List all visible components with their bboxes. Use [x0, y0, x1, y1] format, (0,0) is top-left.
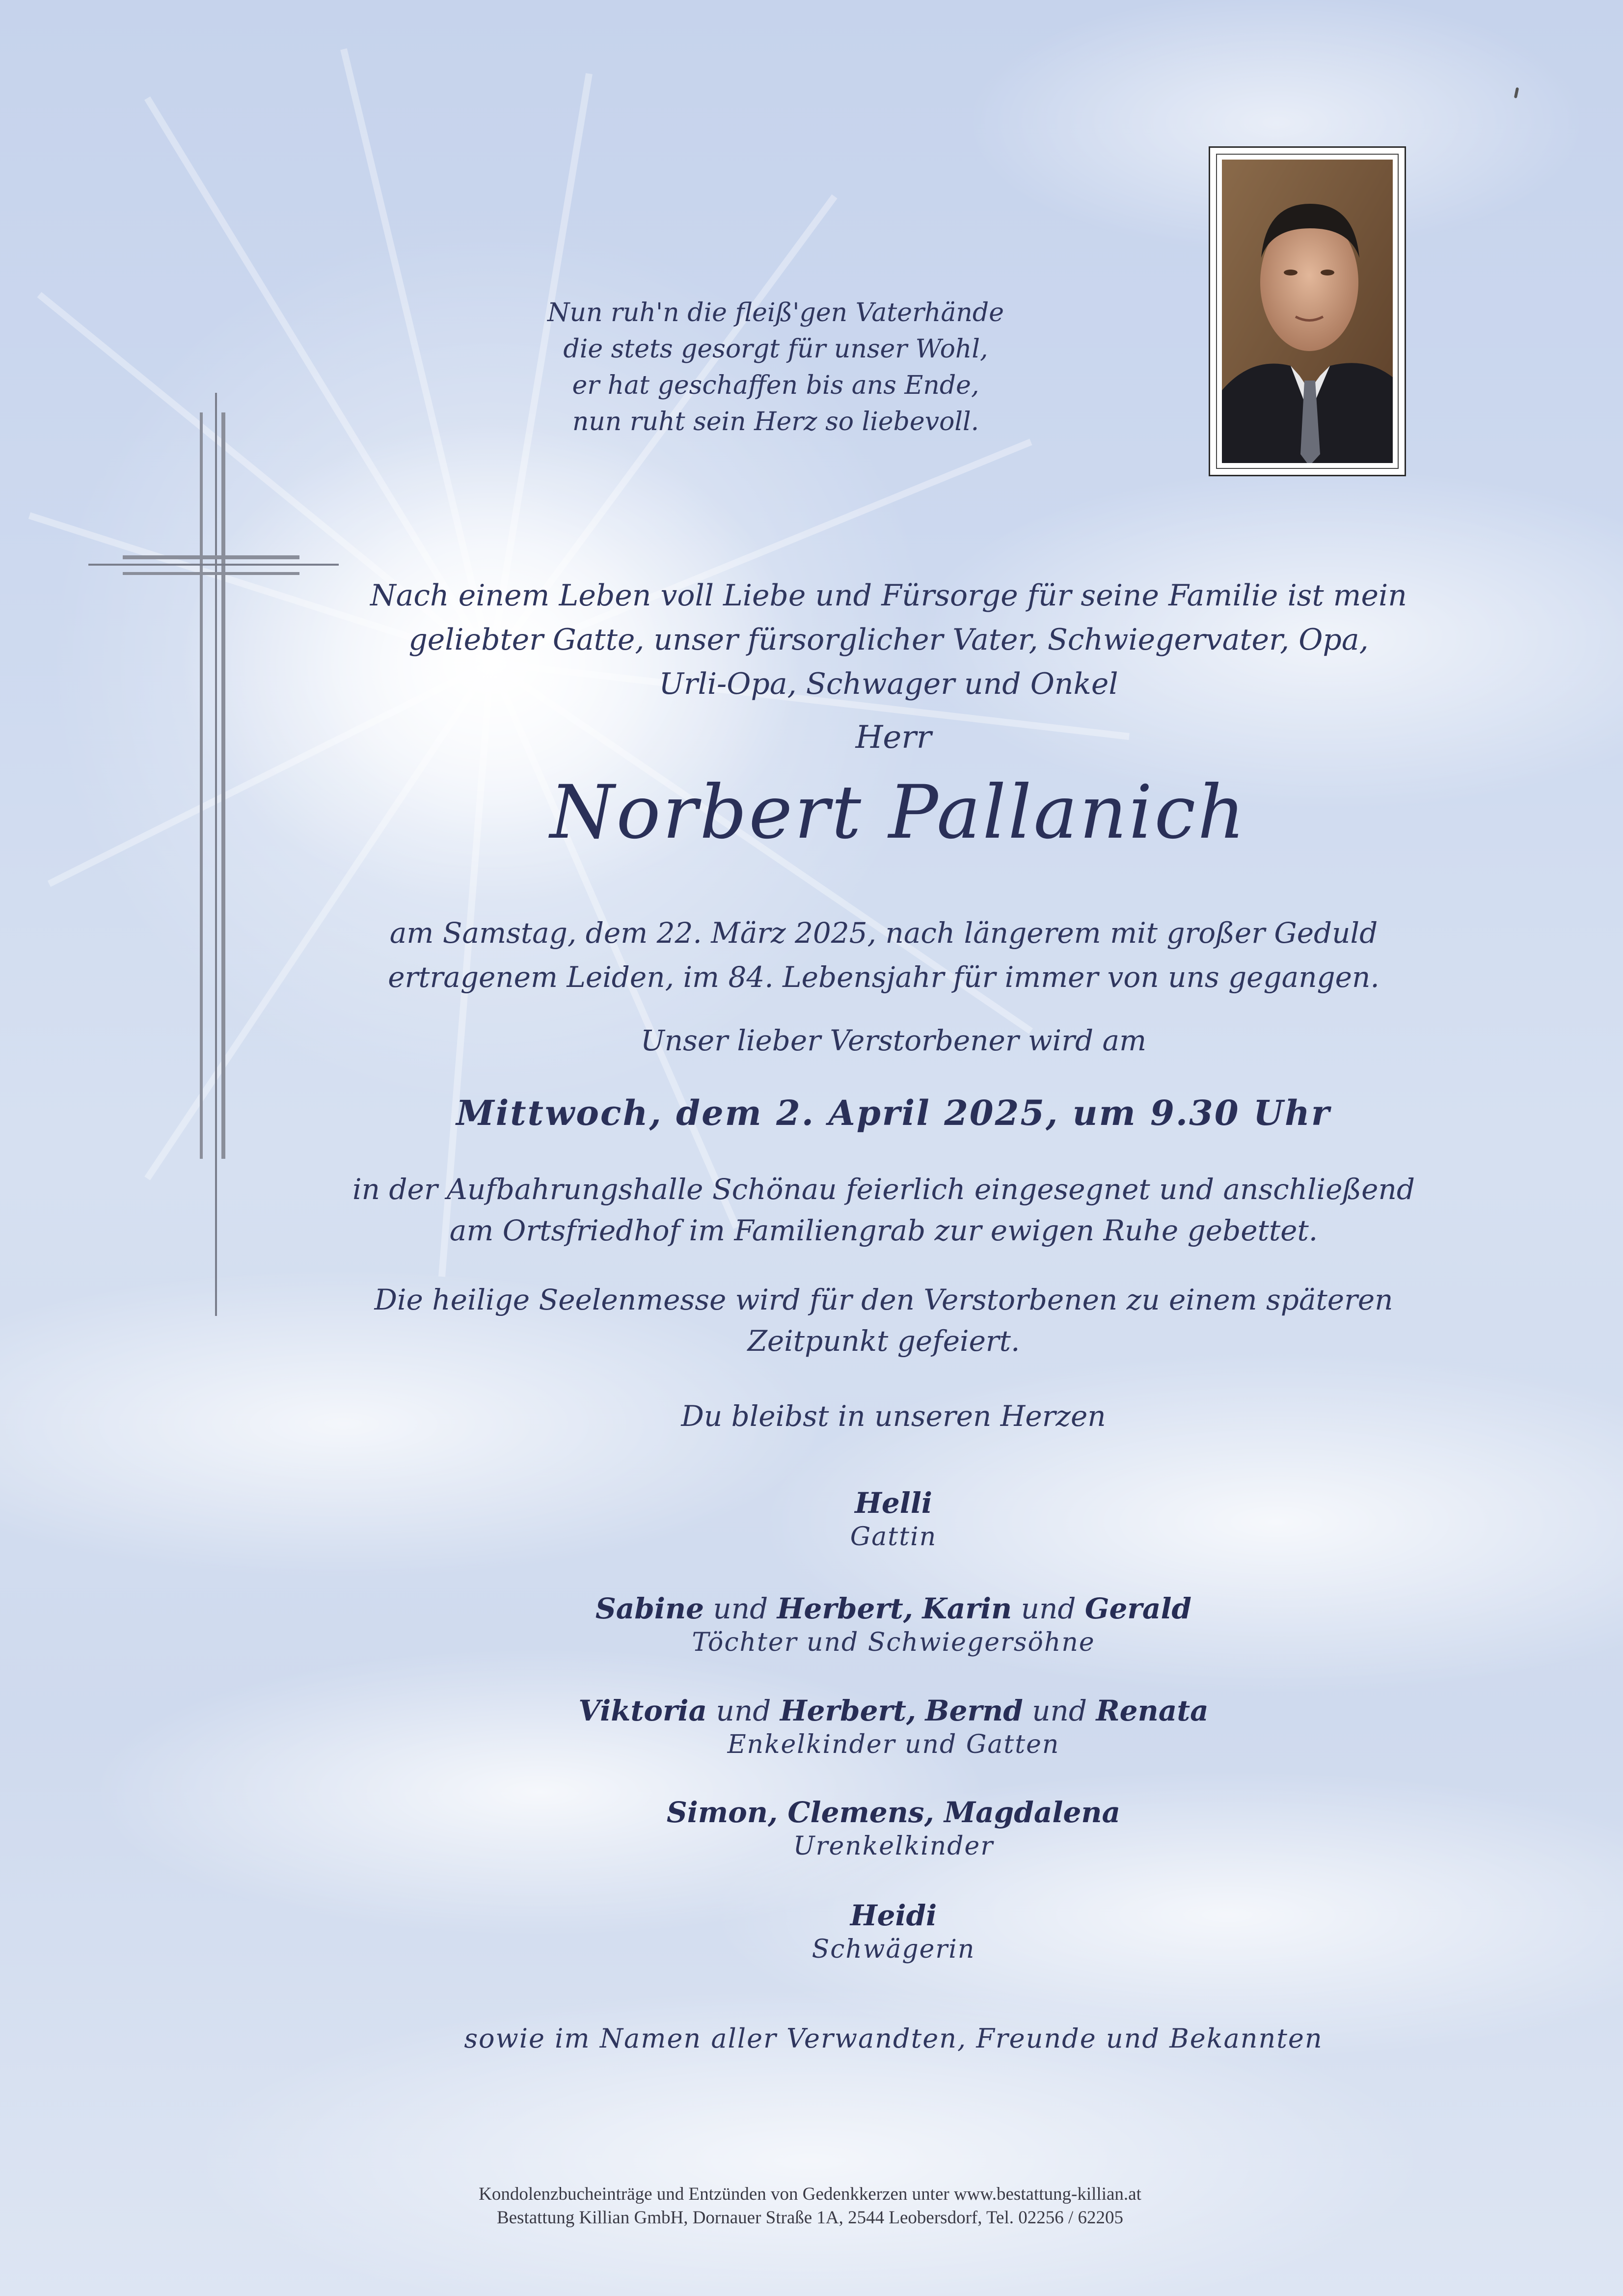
family-connector [913, 1592, 922, 1625]
intro-line: geliebter Gatte, unser fürsorglicher Vater, Schwiegervater, Opa, [408, 623, 1369, 657]
burial-line: am Ortsfriedhof im Familiengrab zur ewigen Ruhe gebettet. [449, 1214, 1318, 1247]
family-group-sister-in-law [344, 1898, 1443, 1966]
family-relation: Gattin [850, 1522, 937, 1552]
family-names [344, 1898, 1443, 1933]
intro-line: Nach einem Leben voll Liebe und Fürsorge für seine Familie ist mein [370, 578, 1407, 613]
family-group-grandchildren [344, 1693, 1443, 1761]
intro-line: Urli-Opa, Schwager und Onkel [659, 667, 1118, 701]
family-member-name: Herbert, [780, 1694, 917, 1727]
family-member-name: Gerald [1084, 1592, 1192, 1625]
portrait-frame [1209, 146, 1406, 476]
family-member-name: Bernd [925, 1694, 1023, 1727]
family-member-name: Heidi [850, 1899, 937, 1932]
family-names [344, 1591, 1443, 1626]
family-group-daughters [344, 1591, 1443, 1659]
poem-line: die stets gesorgt für unser Wohl, [563, 334, 988, 364]
death-notice-line: ertragenem Leiden, im 84. Lebensjahr für immer von uns gegangen. [388, 960, 1380, 994]
death-notice-line: am Samstag, dem 22. März 2025, nach längerem mit großer Geduld [389, 916, 1378, 950]
burial-text [245, 1169, 1522, 1251]
family-names [344, 1795, 1443, 1830]
family-relation: Töchter und Schwiegersöhne [692, 1628, 1095, 1657]
family-member-name: Sabine [595, 1592, 704, 1625]
family-member-name: Karin [922, 1592, 1012, 1625]
family-connector: und [704, 1592, 777, 1625]
family-relation: Schwägerin [812, 1935, 975, 1964]
death-notice [275, 911, 1492, 999]
family-group-spouse [344, 1485, 1443, 1553]
family-group-great-grandchildren [344, 1795, 1443, 1862]
footer-address-line: Bestattung Killian GmbH, Dornauer Straße 1A, 2544 Leobersdorf, Tel. 02256 / 62205 [496, 2208, 1124, 2228]
family-names [344, 1485, 1443, 1521]
mass-line: Die heilige Seelenmesse wird für den Verstorbenen zu einem späteren [374, 1283, 1393, 1316]
salutation: Herr [855, 719, 932, 756]
family-names [344, 1693, 1443, 1728]
poem-line: Nun ruh'n die fleiß'gen Vaterhände [547, 298, 1004, 328]
family-connector: und [1023, 1694, 1096, 1727]
family-connector: und [707, 1694, 780, 1727]
family-member-name: Simon, Clemens, Magdalena [666, 1796, 1121, 1829]
family-member-name: Viktoria [578, 1694, 707, 1727]
family-relation: Urenkelkinder [793, 1831, 994, 1861]
family-relation: Enkelkinder und Gatten [727, 1730, 1060, 1759]
poem-line: er hat geschaffen bis ans Ende, [572, 371, 979, 400]
deceased-name: Norbert Pallanich [550, 770, 1247, 855]
footer [344, 2183, 1276, 2230]
memorial-poem [520, 295, 1031, 440]
family-member-name: Renata [1096, 1694, 1209, 1727]
portrait-photo [1222, 160, 1393, 463]
announcement: Unser lieber Verstorbener wird am [640, 1024, 1147, 1057]
closing-line: sowie im Namen aller Verwandten, Freunde und Bekannten [464, 2023, 1323, 2054]
poem-line: nun ruht sein Herz so liebevoll. [572, 407, 979, 437]
family-member-name: Helli [855, 1486, 932, 1520]
intro-text [304, 574, 1473, 706]
service-datetime: Mittwoch, dem 2. April 2025, um 9.30 Uhr [456, 1093, 1331, 1133]
mass-line: Zeitpunkt gefeiert. [747, 1324, 1020, 1358]
footer-condolence-line: Kondolenzbucheinträge und Entzünden von Gedenkkerzen unter www.bestattung-killian.at [479, 2184, 1141, 2204]
burial-line: in der Aufbahrungshalle Schönau feierlich eingesegnet und anschließend [352, 1173, 1415, 1206]
family-connector [916, 1694, 925, 1727]
family-member-name: Herbert, [777, 1592, 913, 1625]
mass-text [275, 1279, 1492, 1362]
family-connector: und [1012, 1592, 1085, 1625]
heart-line: Du bleibst in unseren Herzen [681, 1399, 1106, 1433]
